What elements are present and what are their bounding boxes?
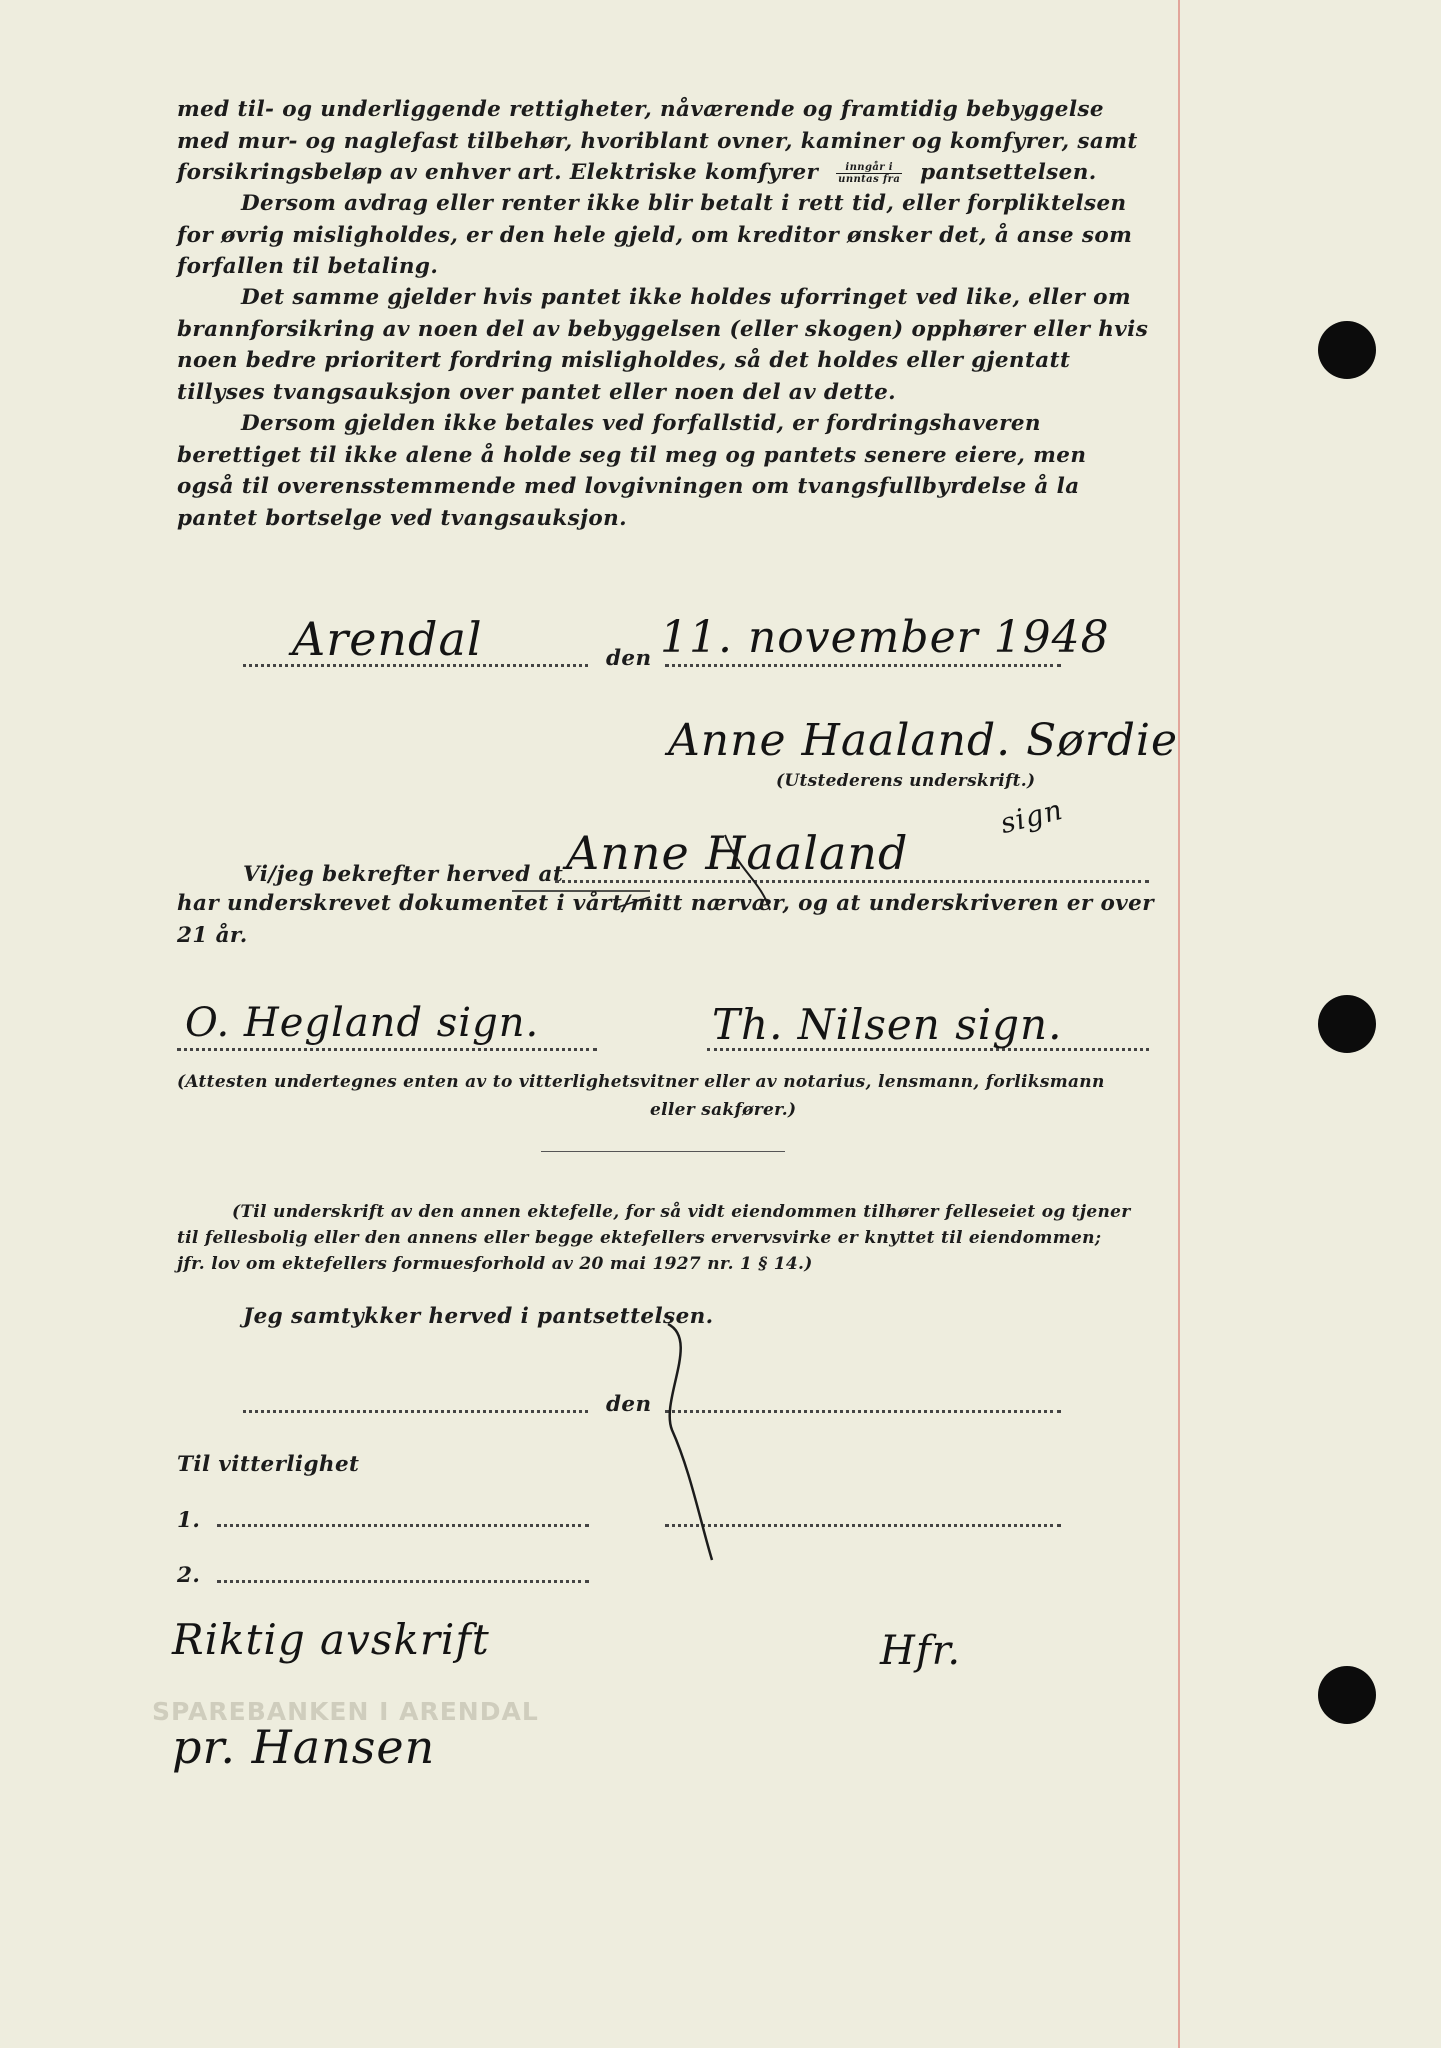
witness-number-1: 1. xyxy=(177,1508,201,1533)
spouse-note-1: (Til underskrift av den annen ektefelle, for så vidt eiendommen tilhører felleseiet og tjener xyxy=(232,1202,1131,1222)
paragraph-text: Dersom avdrag eller renter ikke blir betalt i rett tid, eller forpliktelsen for øvrig misligholdes, er den hele gjeld, om kreditor ønsker det, å anse som forfallen til betaling. xyxy=(177,191,1133,279)
pen-stroke xyxy=(725,835,770,910)
fraction-numerator: inngår i xyxy=(836,162,902,174)
riktig-avskrift-handwritten: Riktig avskrift xyxy=(172,1615,490,1664)
spouse-note-3: jfr. lov om ektefellers formuesforhold av 20 mai 1927 nr. 1 § 14.) xyxy=(177,1254,813,1274)
witness-note-1: (Attesten undertegnes enten av to vitterlighetsvitner eller av notarius, lensmann, forliksmann xyxy=(177,1072,1105,1092)
place-handwritten: Arendal xyxy=(292,612,483,666)
witness1-signature: O. Hegland sign. xyxy=(185,1000,540,1046)
witness-lead-text: Vi/jeg bekrefter herved at xyxy=(243,862,564,887)
witness2-signature: Th. Nilsen sign. xyxy=(712,1000,1063,1049)
paragraph-text: Dersom gjelden ikke betales ved forfallstid, er fordringshaveren berettiget til ikke alene å holde seg til meg og pantets senere eiere, men også til overensstemmende med lovgivningen om tvangsfullbyrdelse å la pantet bortselge ved tvangsauksjon. xyxy=(177,411,1087,531)
paragraph-text: med til- og underliggende rettigheter, nåværende og framtidig bebyggelse med mur- og naglefast tilbehør, hvoriblant ovner, kaminer og komfyrer, samt forsikringsbeløp av enhver art. Elektriske komfyrer xyxy=(177,97,1138,185)
til-vitterlighet-label: Til vitterlighet xyxy=(177,1452,360,1477)
signer-name-handwritten: Anne Haaland xyxy=(566,826,909,880)
witness-line-2: har underskrevet dokumentet i vårt/mitt nærvær, og at underskriveren er over xyxy=(177,891,1154,916)
initials-handwritten: Hfr. xyxy=(880,1628,962,1674)
issuer-signature-caption: (Utstederens underskrift.) xyxy=(776,771,1036,791)
issuer-signature: Anne Haaland. Sørdie xyxy=(668,715,1179,766)
paragraph-text: pantsettelsen. xyxy=(920,160,1097,185)
witness-line-3: 21 år. xyxy=(177,923,248,948)
sign-note: sign xyxy=(996,792,1067,841)
witness-note-2: eller sakfører.) xyxy=(650,1100,797,1120)
den-label: den xyxy=(606,646,652,671)
strike-through xyxy=(618,897,650,907)
spouse-note-2: til fellesbolig eller den annens eller begge ektefellers ervervsvirke er knyttet til eiendommen; xyxy=(177,1228,1102,1248)
date-handwritten: 11. november 1948 xyxy=(660,612,1110,663)
bank-stamp: SPAREBANKEN I ARENDAL xyxy=(152,1697,539,1726)
fraction-denominator: unntas fra xyxy=(838,173,901,185)
consent-text: Jeg samtykker herved i pantsettelsen. xyxy=(243,1304,714,1329)
witness-number-2: 2. xyxy=(177,1563,201,1588)
consent-den-label: den xyxy=(606,1392,652,1417)
pr-hansen-handwritten: pr. Hansen xyxy=(172,1720,436,1774)
paragraph-text: Det samme gjelder hvis pantet ikke holdes uforringet ved like, eller om brannforsikring av noen del av bebyggelsen (eller skogen) opphører eller hvis noen bedre prioritert fordring misligholdes, så det holdes eller gjentatt tillyses tvangsauksjon over pantet eller noen del av dette. xyxy=(177,285,1149,405)
pen-stroke xyxy=(668,1324,712,1560)
